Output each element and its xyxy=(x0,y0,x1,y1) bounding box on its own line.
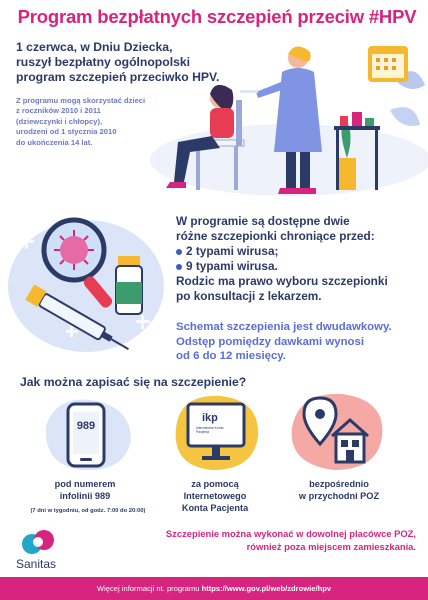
plant-pot xyxy=(338,158,356,190)
intro-text: 1 czerwca, w Dniu Dziecka, ruszył bezpłatny ogólnopolski program szczepień przeciwko HPV. xyxy=(16,40,220,84)
vaccine-vial-icon xyxy=(116,256,142,314)
poz-illustration xyxy=(284,388,390,474)
poz-option-label: bezpośrednio w przychodni POZ xyxy=(298,479,380,501)
footer-bar: Więcej informacji nt. programu https://www.gov.pl/web/zdrowie/hpv xyxy=(0,577,428,600)
bullet-icon xyxy=(176,249,182,255)
phone-illustration xyxy=(36,396,136,472)
ikp-option-label: za pomocą Internetowego Konta Pacjenta xyxy=(181,479,249,513)
vaccination-illustration xyxy=(140,40,428,200)
virus-icon xyxy=(54,230,94,270)
schedule-info: Schemat szczepienia jest dwudawkowy. Odstęp pomiędzy dawkami wynosi od 6 do 12 miesięcy. xyxy=(176,321,392,362)
phone-option-label: pod numerem infolinii 989 xyxy=(54,479,116,501)
calendar-icon xyxy=(368,46,408,82)
signup-question: Jak można zapisać się na szczepienie? xyxy=(20,375,247,389)
eligibility-note: Z programu mogą skorzystać dzieci z roczników 2010 i 2011 (dziewczynki i chłopcy), urodzeni od 1 stycznia 2010 do ukończenia 14 lat. xyxy=(16,96,146,147)
footer-link[interactable]: https://www.gov.pl/web/zdrowie/hpv xyxy=(201,584,332,593)
bullet-icon xyxy=(176,264,182,270)
vaccines-info: W programie są dostępne dwie różne szczepionki chroniące przed: 2 typami wirusa; 9 typami wirusa. Rodzic ma prawo wyboru szczepionki po konsultacji z lekarzem. xyxy=(176,214,421,304)
anywhere-note: Szczepienie można wykonać w dowolnej placówce POZ, również poza miejscem zamieszkania. xyxy=(165,528,416,552)
phone-screen-number: 989 xyxy=(76,420,96,432)
ikp-logo-sub: Internetowe Konto Pacjenta xyxy=(196,426,224,434)
ikp-logo: ikp xyxy=(202,412,218,424)
sanitas-logo-icon xyxy=(18,528,58,556)
vaccine-item: 9 typami wirusa. xyxy=(176,259,421,274)
sanitas-logo-text: Sanitas xyxy=(16,557,57,571)
page-title: Program bezpłatnych szczepień przeciw #HPV xyxy=(17,6,417,27)
virus-illustration xyxy=(6,200,176,360)
monitor-icon xyxy=(188,404,244,446)
vaccine-item: 2 typami wirusa; xyxy=(176,244,421,259)
phone-hours: (7 dni w tygodniu, od godz. 7:00 do 20:00) xyxy=(30,508,146,514)
